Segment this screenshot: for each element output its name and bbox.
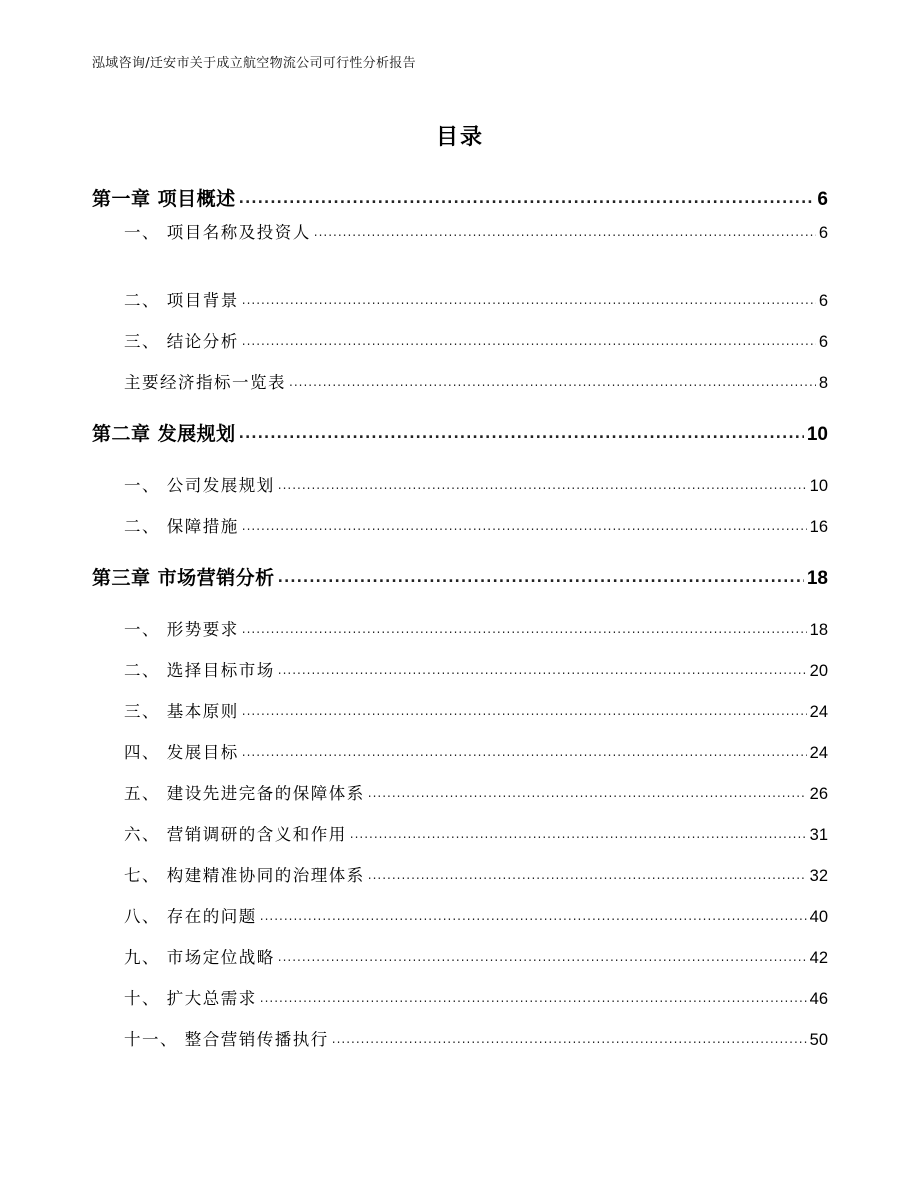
toc-entry[interactable]	[124, 657, 828, 681]
toc-page-number: 46	[809, 990, 828, 1008]
dot-leader	[278, 946, 807, 965]
toc-label: 五、 建设先进完备的保障体系	[124, 784, 365, 803]
dot-leader	[278, 474, 807, 493]
dot-leader	[242, 618, 807, 637]
dot-leader	[278, 565, 804, 587]
toc-label: 第二章 发展规划	[92, 423, 236, 445]
toc-page-number: 31	[809, 826, 828, 844]
toc-label: 一、 项目名称及投资人	[124, 223, 311, 242]
toc-entry[interactable]	[124, 862, 828, 886]
toc-label: 第三章 市场营销分析	[92, 567, 275, 589]
toc-title: 目录	[435, 125, 484, 150]
toc-label: 主要经济指标一览表	[124, 373, 286, 392]
dot-leader	[368, 782, 807, 801]
toc-page-number: 32	[809, 867, 828, 885]
toc-label: 八、 存在的问题	[124, 907, 257, 926]
toc-page-number: 6	[818, 292, 828, 310]
toc-entry[interactable]	[124, 985, 828, 1009]
toc-entry[interactable]	[124, 903, 828, 927]
toc-entry[interactable]	[124, 328, 828, 352]
toc-label: 三、 结论分析	[124, 332, 239, 351]
toc-entry[interactable]	[124, 944, 828, 968]
toc-chapter-3[interactable]	[92, 563, 828, 590]
toc-page-number: 24	[809, 744, 828, 762]
toc-page-number: 6	[817, 189, 828, 210]
toc-entry[interactable]	[124, 698, 828, 722]
toc-page-number: 10	[809, 477, 828, 495]
toc-entry[interactable]	[124, 369, 828, 393]
toc-page-number: 6	[818, 224, 828, 242]
dot-leader	[368, 864, 807, 883]
toc-entry[interactable]	[124, 821, 828, 845]
toc-label: 四、 发展目标	[124, 743, 239, 762]
dot-leader	[332, 1028, 807, 1047]
toc-label: 六、 营销调研的含义和作用	[124, 825, 347, 844]
dot-leader	[260, 987, 807, 1006]
dot-leader	[289, 371, 816, 390]
toc-label: 十、 扩大总需求	[124, 989, 257, 1008]
toc-label: 一、 公司发展规划	[124, 476, 275, 495]
running-header: 泓域咨询/迁安市关于成立航空物流公司可行性分析报告	[92, 56, 416, 71]
toc-label: 七、 构建精准协同的治理体系	[124, 866, 365, 885]
toc-label: 二、 项目背景	[124, 291, 239, 310]
toc-entry[interactable]	[124, 287, 828, 311]
toc-page-number: 40	[809, 908, 828, 926]
toc-label: 二、 选择目标市场	[124, 661, 275, 680]
toc-entry[interactable]	[124, 780, 828, 804]
toc-page-number: 18	[806, 568, 828, 589]
toc-page-number: 26	[809, 785, 828, 803]
toc-page-number: 24	[809, 703, 828, 721]
dot-leader	[278, 659, 807, 678]
toc-entry[interactable]	[124, 513, 828, 537]
toc-page-number: 42	[809, 949, 828, 967]
toc-label: 三、 基本原则	[124, 702, 239, 721]
toc-label: 一、 形势要求	[124, 620, 239, 639]
toc-label: 九、 市场定位战略	[124, 948, 275, 967]
toc-entry[interactable]	[124, 219, 828, 243]
toc-page-number: 8	[818, 374, 828, 392]
dot-leader	[350, 823, 807, 842]
toc-label: 第一章 项目概述	[92, 188, 236, 210]
toc-page-number: 20	[809, 662, 828, 680]
toc-entry[interactable]	[124, 739, 828, 763]
dot-leader	[242, 515, 807, 534]
dot-leader	[239, 421, 804, 443]
toc-chapter-1[interactable]	[92, 184, 828, 211]
toc-label: 二、 保障措施	[124, 517, 239, 536]
toc-chapter-2[interactable]	[92, 419, 828, 446]
dot-leader	[239, 186, 815, 208]
toc-page-number: 6	[818, 333, 828, 351]
dot-leader	[242, 741, 807, 760]
dot-leader	[242, 330, 816, 349]
toc-page-number: 16	[809, 518, 828, 536]
dot-leader	[242, 289, 816, 308]
toc-entry[interactable]	[124, 616, 828, 640]
dot-leader	[242, 700, 807, 719]
toc-page-number: 10	[806, 424, 828, 445]
dot-leader	[314, 221, 816, 240]
toc-page-number: 50	[809, 1031, 828, 1049]
dot-leader	[260, 905, 807, 924]
toc-entry[interactable]	[124, 472, 828, 496]
toc-page-number: 18	[809, 621, 828, 639]
toc-label: 十一、 整合营销传播执行	[124, 1030, 329, 1049]
toc-entry[interactable]	[124, 1026, 828, 1050]
